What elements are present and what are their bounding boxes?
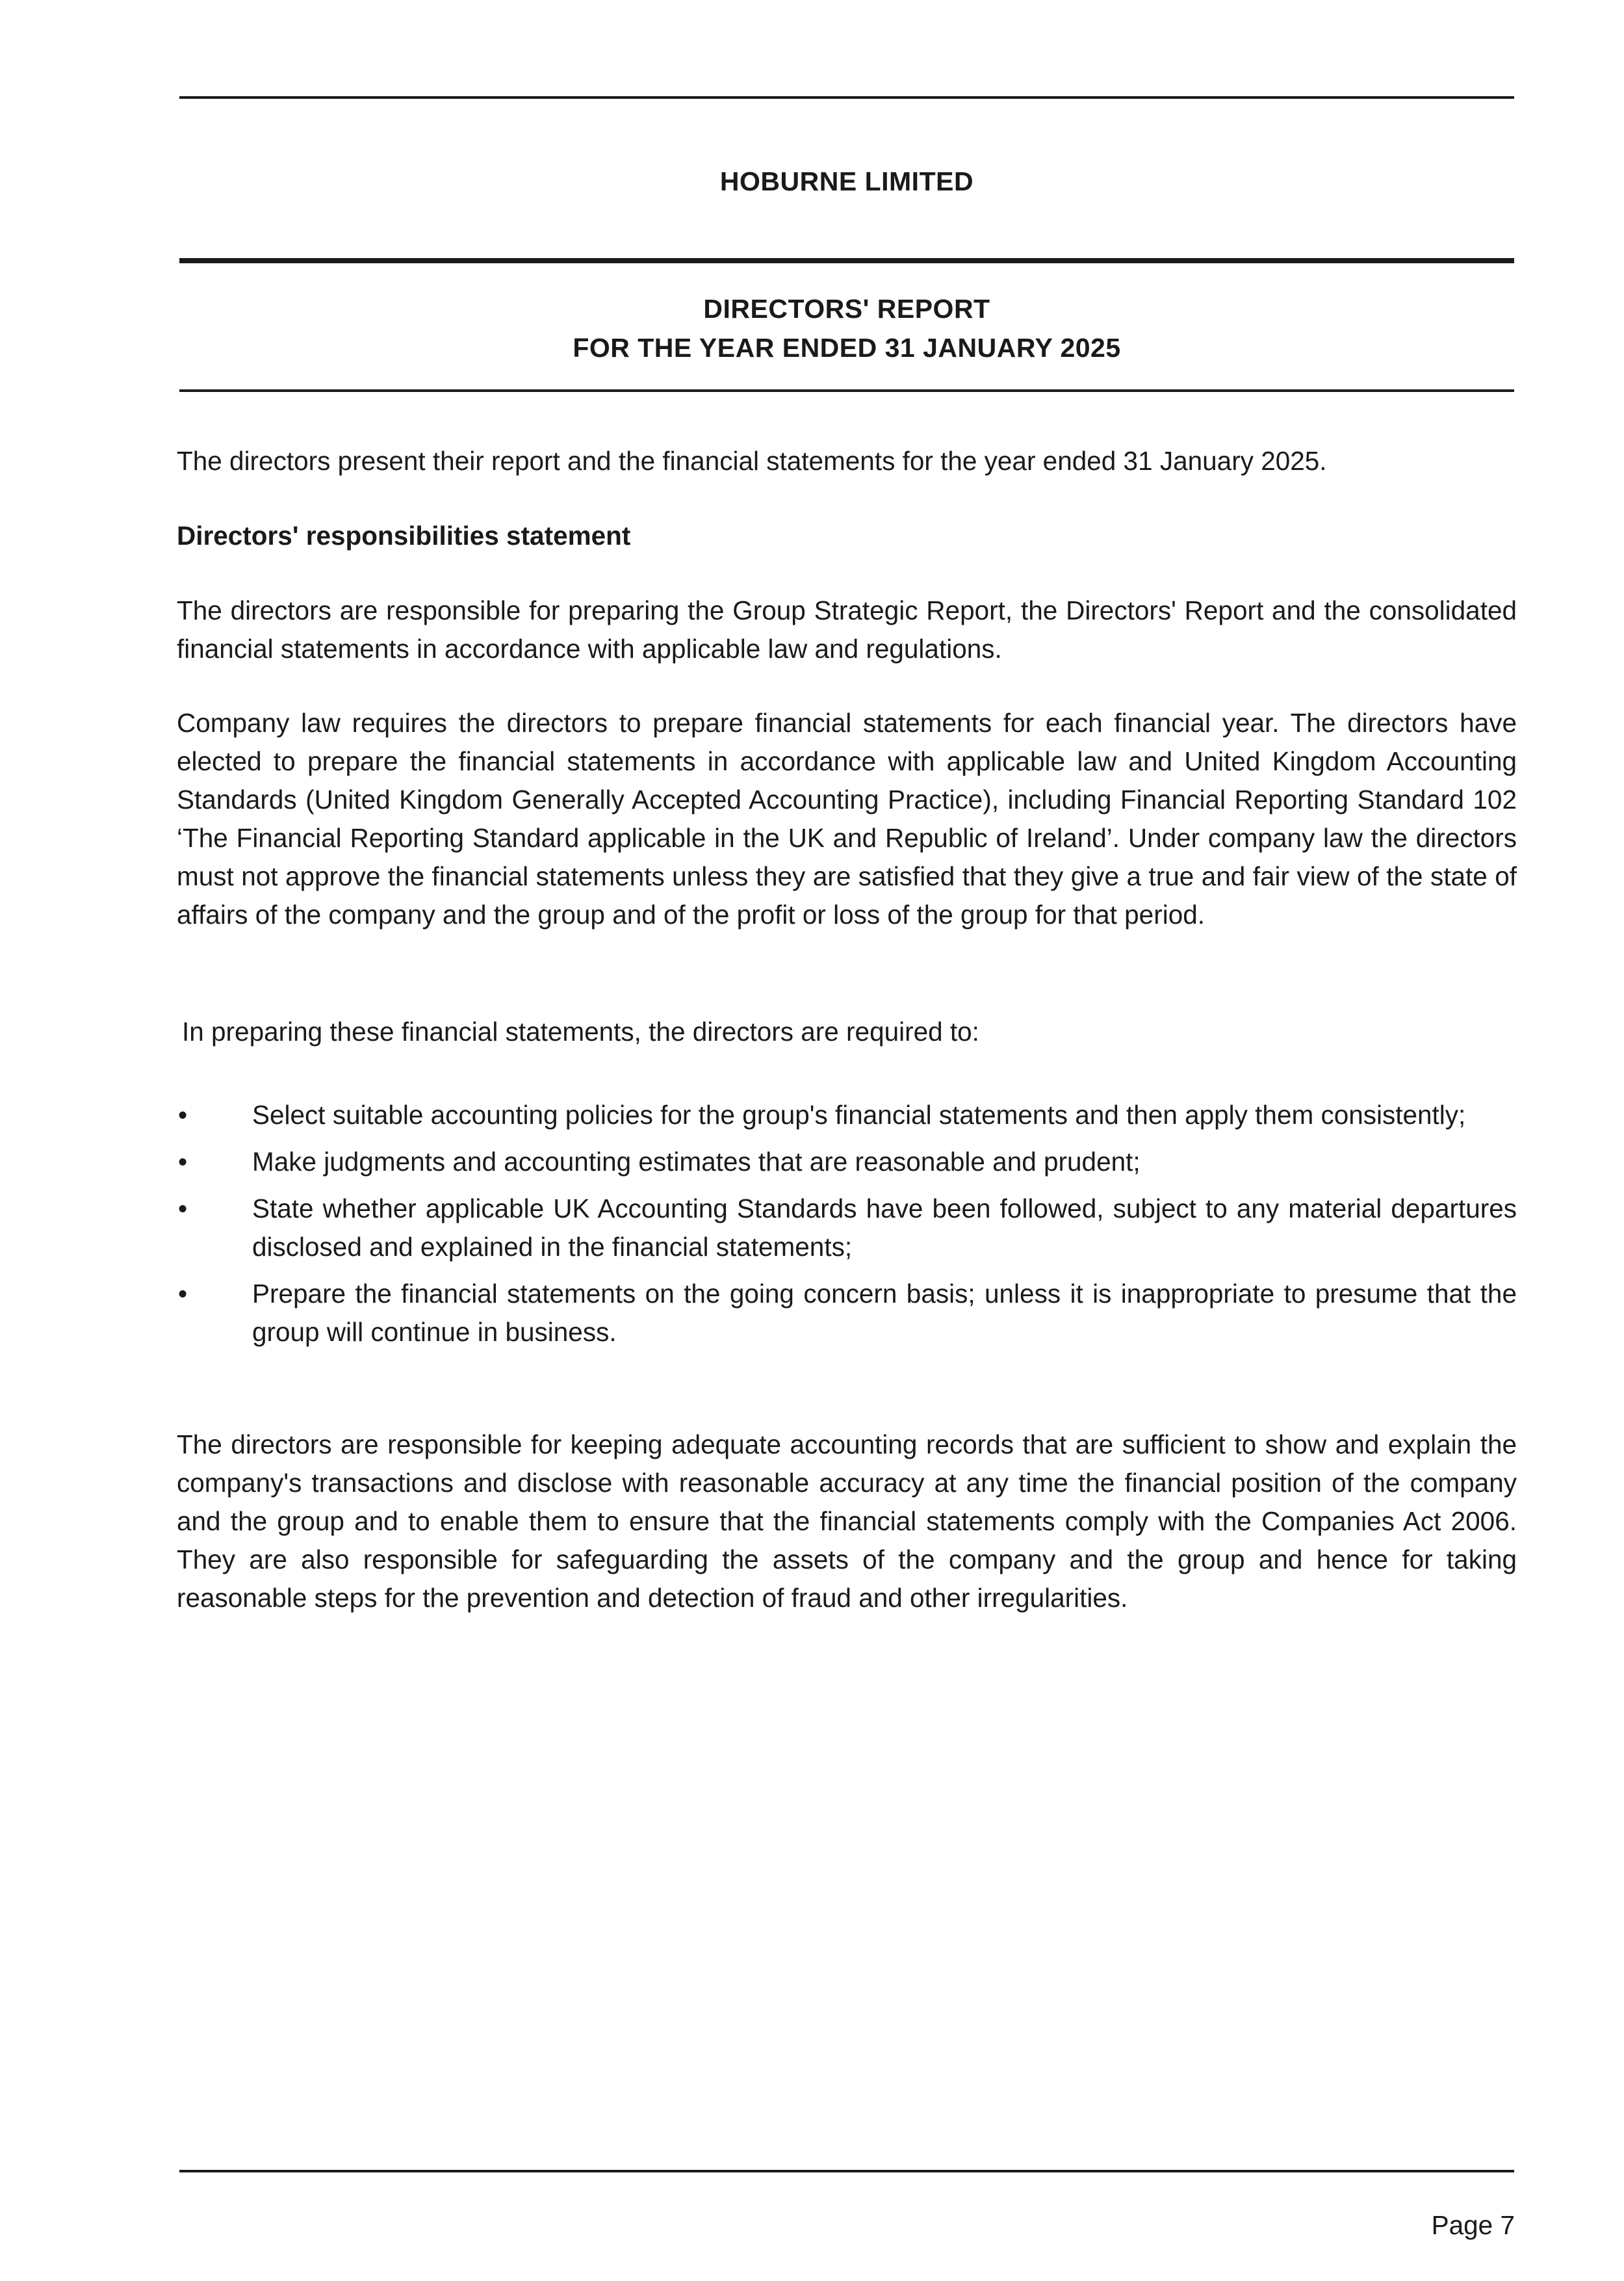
list-item-text: Select suitable accounting policies for the group's financial statements and then apply them consistently; bbox=[252, 1100, 1466, 1130]
list-item-text: Make judgments and accounting estimates that are reasonable and prudent; bbox=[252, 1147, 1141, 1177]
company-name: HOBURNE LIMITED bbox=[719, 166, 974, 196]
accounting-records-paragraph: The directors are responsible for keeping adequate accounting records that are sufficient to show and explain the company's transactions and disclose with reasonable accuracy at any time the financial position of the company and the group and to enable them to ensure that the financial statements comply with the Companies Act 2006. They are also responsible for safeguarding the assets of the company and the group and hence for taking reasonable steps for the prevention and detection of fraud and other irregularities. bbox=[177, 1429, 1517, 1613]
header-top-rule bbox=[179, 96, 1514, 99]
list-item bbox=[177, 1096, 1517, 1134]
list-item bbox=[177, 1143, 1517, 1181]
list-item-text: Prepare the financial statements on the going concern basis; unless it is inappropriate to presume that the group will continue in business. bbox=[252, 1279, 1517, 1347]
list-item bbox=[177, 1190, 1517, 1266]
list-item-text: State whether applicable UK Accounting Standards have been followed, subject to any material departures disclosed and explained in the financial statements; bbox=[252, 1193, 1517, 1262]
company-law-paragraph: Company law requires the directors to prepare financial statements for each financial year. The directors have elected to prepare the financial statements in accordance with applicable law and United Kingdom Accounting Standards (United Kingdom Generally Accepted Accounting Practice), including Financial Reporting Standard 102 ‘The Financial Reporting Standard applicable in the UK and Republic of Ireland’. Under company law the directors must not approve the financial statements unless they are satisfied that they give a true and fair view of the state of affairs of the company and the group and of the profit or loss of the group for that period. bbox=[177, 708, 1517, 930]
section-heading: Directors' responsibilities statement bbox=[177, 521, 631, 551]
footer-rule bbox=[179, 2170, 1514, 2172]
header-bottom-rule bbox=[179, 389, 1514, 392]
bullet-icon: • bbox=[178, 1100, 188, 1130]
header-thick-rule bbox=[179, 258, 1514, 263]
requirements-intro-paragraph: In preparing these financial statements, the directors are required to: bbox=[182, 1017, 979, 1047]
bullet-icon: • bbox=[178, 1193, 188, 1223]
requirements-list bbox=[177, 1096, 1517, 1360]
bullet-icon: • bbox=[178, 1279, 188, 1309]
report-period: FOR THE YEAR ENDED 31 JANUARY 2025 bbox=[573, 333, 1121, 363]
report-title: DIRECTORS' REPORT bbox=[703, 294, 990, 324]
intro-paragraph: The directors present their report and the financial statements for the year ended 31 January 2025. bbox=[177, 446, 1327, 476]
responsibility-paragraph: The directors are responsible for preparing the Group Strategic Report, the Directors' Report and the consolidated financial statements in accordance with applicable law and regulations. bbox=[177, 595, 1517, 664]
list-item bbox=[177, 1275, 1517, 1351]
bullet-icon: • bbox=[178, 1147, 188, 1177]
page-number: Page 7 bbox=[1431, 2210, 1515, 2240]
